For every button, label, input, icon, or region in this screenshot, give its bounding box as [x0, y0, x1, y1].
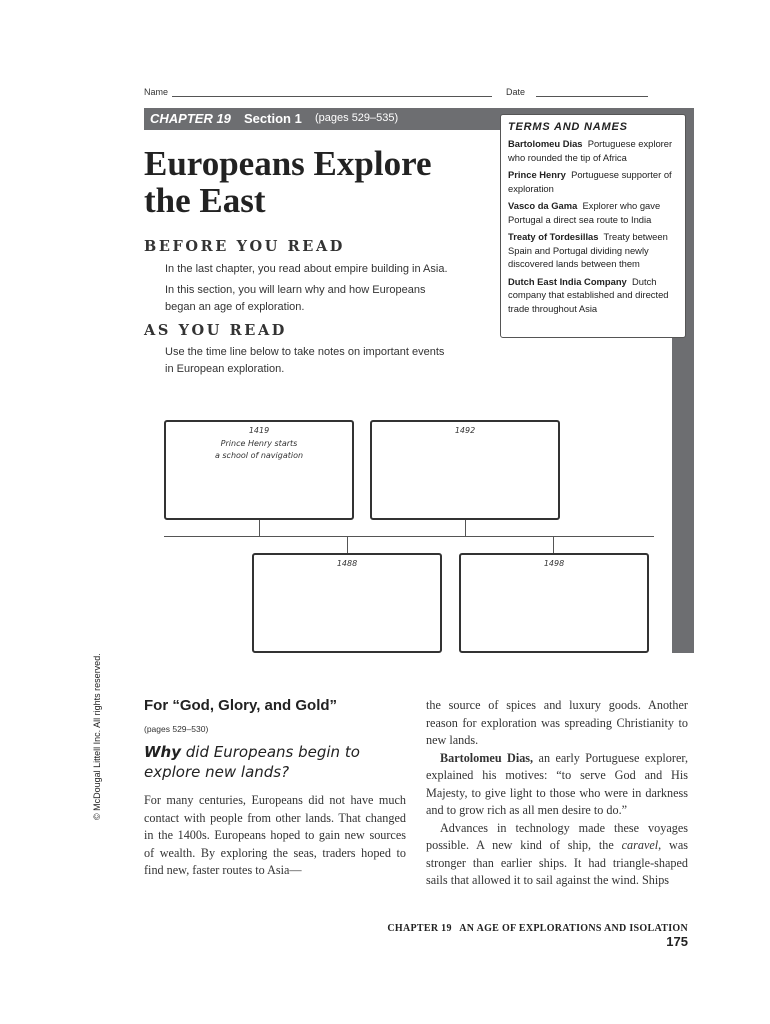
- timeline-box-1492[interactable]: [370, 420, 560, 520]
- focus-question-text: explore new lands?: [144, 763, 290, 781]
- title-line-1: Europeans Explore: [144, 144, 432, 183]
- term-def: Treaty between Spain and Portugal dividing newly discovered lands between them: [508, 231, 668, 269]
- term-def: Portuguese supporter of exploration: [508, 169, 672, 194]
- term-def: Explorer who gave Portugal a direct sea route to India: [508, 200, 661, 225]
- date-label: Date: [506, 87, 526, 97]
- timeline-axis: [164, 536, 654, 537]
- before-p2-line1: In this section, you will learn why and how Europeans: [165, 284, 426, 296]
- timeline-year: 1498: [543, 559, 565, 568]
- timeline-year: 1488: [336, 559, 358, 568]
- term-name: Vasco da Gama: [508, 200, 578, 211]
- timeline-note: [166, 438, 352, 462]
- copyright-notice: © McDougal Littell Inc. All rights reserved.: [92, 653, 102, 820]
- focus-question-keyword: Why: [144, 743, 182, 761]
- before-you-read-heading: BEFORE YOU READ: [144, 238, 345, 255]
- focus-question: [144, 742, 406, 782]
- before-p1: In the last chapter, you read about empire building in Asia.: [165, 263, 448, 275]
- before-p2-line2: began an age of exploration.: [165, 301, 305, 313]
- page-number: 175: [666, 934, 688, 949]
- title-line-2: the East: [144, 181, 266, 220]
- section-heading: For “God, Glory, and Gold”: [144, 697, 338, 714]
- footer-title: AN AGE OF EXPLORATIONS AND ISOLATION: [459, 923, 688, 934]
- term-name: Treaty of Tordesillas: [508, 231, 599, 242]
- timeline-box-1498[interactable]: [459, 553, 649, 653]
- term-name: Prince Henry: [508, 169, 566, 180]
- right-paragraph-2: [426, 750, 688, 820]
- timeline-year: 1419: [248, 426, 270, 435]
- italic-term: caravel: [621, 838, 659, 852]
- paragraph-text: Advances in technology made these voyages possible. A new kind of ship, the: [426, 820, 688, 852]
- timeline-connector: [553, 537, 554, 553]
- as-line2: in European exploration.: [165, 363, 285, 375]
- term-name: Bartolomeu Dias: [508, 138, 583, 149]
- terms-heading: TERMS AND NAMES: [508, 121, 628, 133]
- left-column: [144, 697, 406, 880]
- focus-question-text: did Europeans begin to: [181, 743, 360, 761]
- timeline-connector: [259, 520, 260, 536]
- bold-term: Bartolomeu Dias,: [440, 750, 534, 765]
- as-you-read-heading: AS YOU READ: [144, 322, 287, 339]
- as-line1: Use the time line below to take notes on important events: [165, 346, 445, 358]
- right-paragraph-3: [426, 820, 688, 890]
- timeline-note-line: a school of navigation: [214, 451, 304, 460]
- timeline-connector: [465, 520, 466, 536]
- timeline-connector: [347, 537, 348, 553]
- paragraph-text: an early Portuguese explorer, explained his motives: “to serve God and His Majesty, to give light to those who were in darkness and to grow rich as all men desire to do.”: [426, 750, 688, 817]
- timeline-box-1419[interactable]: [164, 420, 354, 520]
- term-def: Portuguese explorer who rounded the tip of Africa: [508, 138, 673, 163]
- timeline-note-line: Prince Henry starts: [220, 439, 298, 448]
- left-paragraph: For many centuries, Europeans did not have much contact with people from other lands. That changed in the 1400s. Europeans hoped to gain new sources of wealth. By exploring the seas, traders hoped to find new, faster routes to Asia—: [144, 793, 406, 877]
- paragraph-text: , was stronger than earlier ships. It had triangle-shaped sails that allowed it to sail against the wind. Ships: [426, 838, 688, 887]
- term-def: Dutch company that established and directed trade throughout Asia: [508, 275, 669, 314]
- section-pages: (pages 529–535): [315, 112, 399, 124]
- section-number: Section 1: [244, 111, 302, 126]
- footer-chapter: CHAPTER 19: [387, 923, 452, 934]
- timeline-year: 1492: [454, 426, 476, 435]
- right-paragraph-1: the source of spices and luxury goods. Another reason for exploration was spreading Christianity to new lands.: [426, 698, 688, 747]
- right-column: [426, 697, 688, 890]
- timeline-box-1488[interactable]: [252, 553, 442, 653]
- chapter-number: CHAPTER 19: [150, 111, 231, 126]
- name-label: Name: [144, 87, 169, 97]
- page-footer: [384, 923, 688, 949]
- term-name: Dutch East India Company: [508, 275, 627, 287]
- section-pages-note: (pages 529–530): [144, 724, 209, 734]
